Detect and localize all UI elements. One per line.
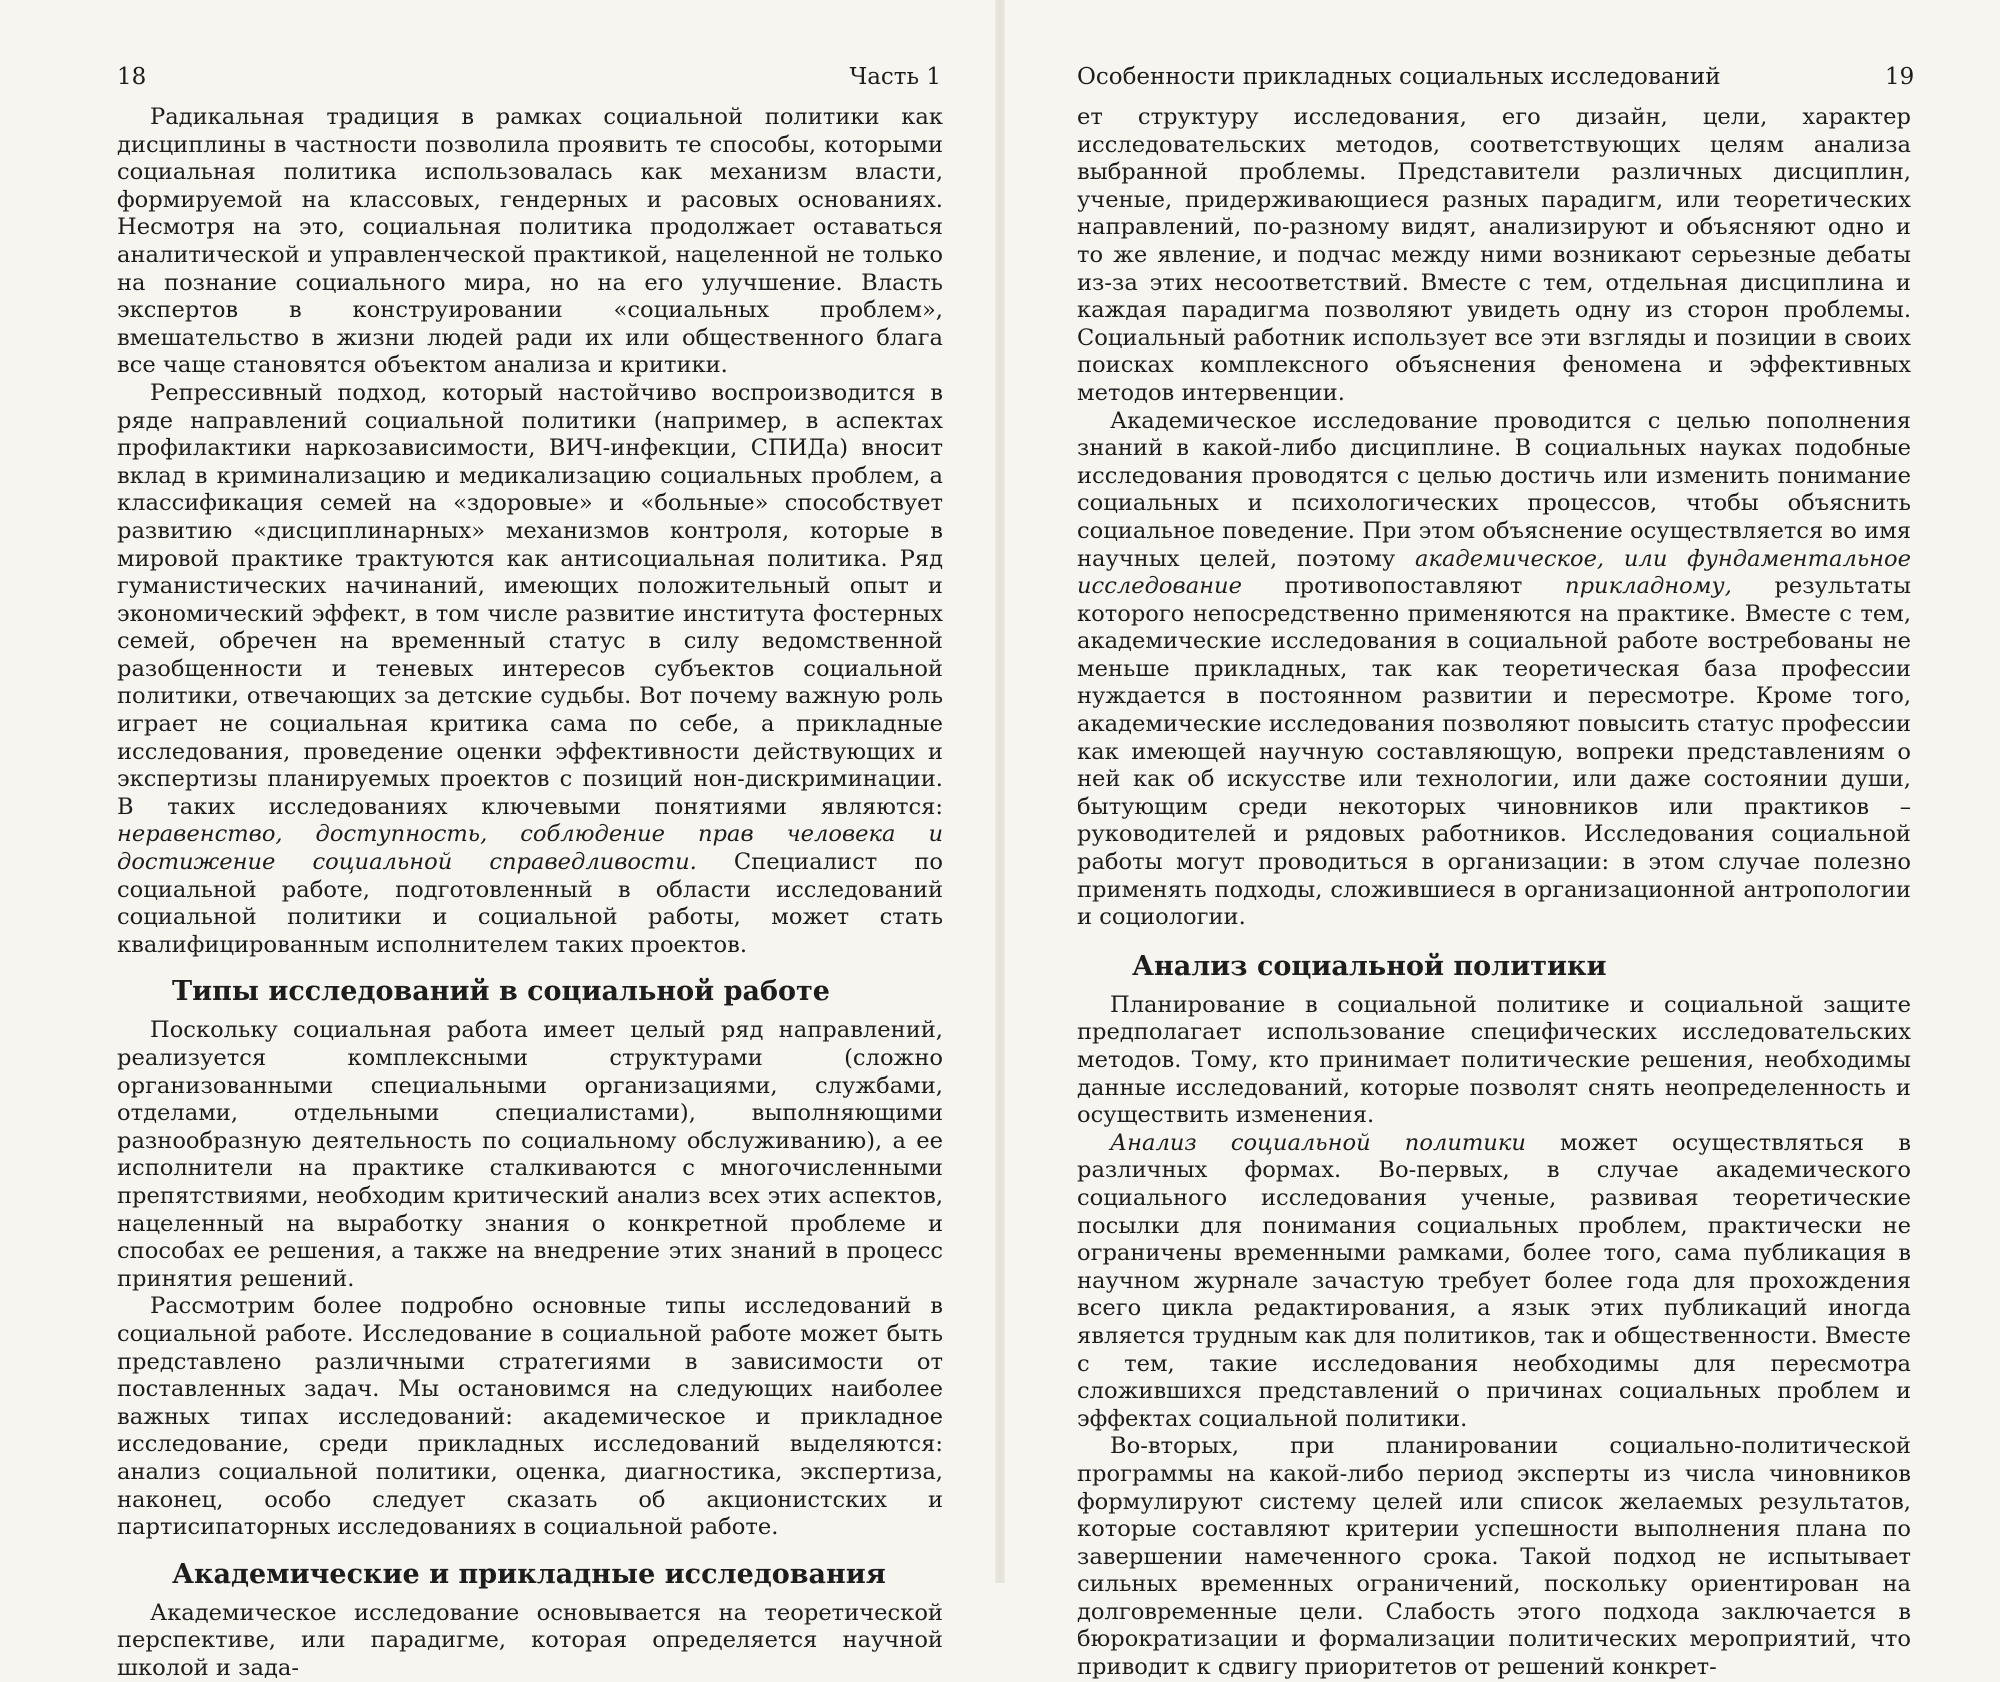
paragraph: [1077, 408, 1911, 932]
paragraph-continued: ет структуру исследования, его дизайн, цели, характер исследовательских методов, соответствующих целям анализа выбранной проблемы. Представители различных дисциплин, ученые, придерживающиеся разных парадигм, или теоретических направлений, по-разному видят, анализируют и объясняют одно и то же явление, и подчас между ними возникают серьезные дебаты из-за этих несоответствий. Вместе с тем, отдельная дисциплина и каждая парадигма позволяют увидеть одну из сторон проблемы. Социальный работник использует все эти взгляды и позиции в своих поисках комплексного объяснения феномена и эффективных методов интервенции.: [1077, 104, 1911, 406]
book-gutter: [995, 0, 1005, 1583]
paragraph: Рассмотрим более подробно основные типы исследований в социальной работе. Исследование в социальной работе может быть представлено различными стратегиями в зависимости от поставленных задач. Мы остановимся на следующих наиболее важных типах исследований: академическое и прикладное исследование, среди прикладных исследований выделяются: анализ социальной политики, оценка, диагностика, экспертиза, наконец, особо следует сказать об акционистских и партисипаторных исследованиях в социальной работе.: [117, 1293, 943, 1541]
running-head-right: Особенности прикладных социальных исследований: [1077, 64, 1721, 90]
italic-term: академическое, или фундаментальное исследование: [1077, 545, 1912, 600]
paragraph: [117, 380, 943, 959]
right-page: [1005, 0, 2000, 1681]
paragraph-text: может осуществляться в различных формах. Во-первых, в случае академического социального исследования ученые, развивая теоретические посылки для понимания социальных проблем, практически не ограничены временными рамками, более того, сама публикация в научном журнале зачастую требует более года для прохождения всего цикла редактирования, а язык этих публикаций иногда является трудным как для политиков, так и общественности. Вместе с тем, такие исследования необходимы для пересмотра сложившихся представлений о причинах социальных проблем и эффектах социальной политики.: [1077, 1129, 1912, 1432]
paragraph-text: противопоставляют: [1284, 573, 1523, 600]
paragraph-text: Академическое исследование проводится с целью пополнения знаний в какой-либо дисциплине. В социальных науках подобные исследования проводятся с целью достичь или изменить понимание социальных и психологических процессов, чтобы объяснить социальное поведение. При этом объяснение осуществляется во имя научных целей, поэтому: [1077, 407, 1911, 572]
paragraph: Академическое исследование основывается на теоретической перспективе, или парадигме, которая определяется научной школой и зада-: [117, 1599, 943, 1681]
section-heading-policy: Анализ социальной политики: [1132, 950, 1607, 982]
left-page: [0, 0, 995, 1681]
page-number-left: 18: [117, 64, 147, 90]
paragraph: [1077, 1130, 1911, 1434]
paragraph-text: Специалист по социальной работе, подготовленный в области исследований социальной политики и социальной работы, может стать квалифицированным исполнителем таких проектов.: [117, 849, 944, 958]
left-page-body: [117, 104, 943, 1682]
right-page-body: [1077, 104, 1911, 1682]
italic-term: Анализ социальной политики: [1110, 1129, 1526, 1156]
paragraph-text: Репрессивный подход, который настойчиво воспроизводится в ряде направлений социальной политики (например, в аспектах профилактики наркозависимости, ВИЧ-инфекции, СПИДа) вносит вклад в криминализацию и медикализацию социальных проблем, а классификация семей на «здоровые» и «больные» способствует развитию «дисциплинарных» механизмов контроля, которые в мировой практике трактуются как антисоциальная политика. Ряд гуманистических начинаний, имеющих положительный опыт и экономический эффект, в том числе развитие института фостерных семей, обречен на временный статус в силу ведомственной разобщенности и теневых интересов субъектов социальной политики, отвечающих за детские судьбы. Вот почему важную роль играет не социальная критика сама по себе, а прикладные исследования, проведение оценки эффективности действующих и экспертизы планируемых проектов с позиций нон-дискриминации. В таких исследованиях ключевыми понятиями являются:: [117, 379, 943, 820]
section-heading-types: Типы исследований в социальной работе: [172, 976, 830, 1008]
paragraph: Во-вторых, при планировании социально-политической программы на какой-либо период эксперты из числа чиновников формулируют систему целей или список желаемых результатов, которые составляют критерии успешности выполнения плана по завершении намеченного срока. Такой подход не испытывает сильных временных ограничений, поскольку ориентирован на долговременные цели. Слабость этого подхода заключается в бюрократизации и формализации политических мероприятий, что приводит к сдвигу приоритетов от решений конкрет-: [1077, 1433, 1911, 1681]
paragraph-text: результаты которого непосредственно применяются на практике. Вместе с тем, академические исследования в социальной работе востребованы не меньше прикладных, так как теоретическая база профессии нуждается в постоянном развитии и пересмотре. Кроме того, академические исследования позволяют повысить статус профессии как имеющей научную составляющую, вопреки представлениям о ней как об искусстве или технологии, или даже состоянии души, бытующим среди некоторых чиновников или практиков – руководителей и рядовых работников. Исследования социальной работы могут проводиться в организации: в этом случае полезно применять подходы, сложившиеся в организационной антропологии и социологии.: [1077, 573, 1911, 931]
page-number-right: 19: [1885, 64, 1915, 90]
italic-key-concepts: неравенство, доступность, соблюдение прав человека и достижение социальной справедливости.: [117, 821, 943, 876]
running-head-left: Часть 1: [849, 64, 941, 90]
paragraph: Планирование в социальной политике и социальной защите предполагает использование специфических исследовательских методов. Тому, кто принимает политические решения, необходимы данные исследований, которые позволят снять неопределенность и осуществить изменения.: [1077, 991, 1911, 1129]
paragraph: Радикальная традиция в рамках социальной политики как дисциплины в частности позволила проявить те способы, которыми социальная политика использовалась как механизм власти, формируемой на классовых, гендерных и расовых основаниях. Несмотря на это, социальная политика продолжает оставаться аналитической и управленческой практикой, нацеленной не только на познание социального мира, но на его улучшение. Власть экспертов в конструировании «социальных проблем», вмешательство в жизни людей ради их или общественного блага все чаще становятся объектом анализа и критики.: [117, 104, 943, 379]
italic-term: прикладному,: [1565, 573, 1732, 600]
paragraph: Поскольку социальная работа имеет целый ряд направлений, реализуется комплексными структурами (сложно организованными специальными организациями, службами, отделами, отдельными специалистами), выполняющими разнообразную деятельность по социальному обслуживанию), а ее исполнители на практике сталкиваются с многочисленными препятствиями, необходим критический анализ всех этих аспектов, нацеленный на выработку знания о конкретной проблеме и способах ее решения, а также на внедрение этих знаний в процесс принятия решений.: [117, 1017, 943, 1292]
section-heading-academic: Академические и прикладные исследования: [172, 1558, 886, 1590]
